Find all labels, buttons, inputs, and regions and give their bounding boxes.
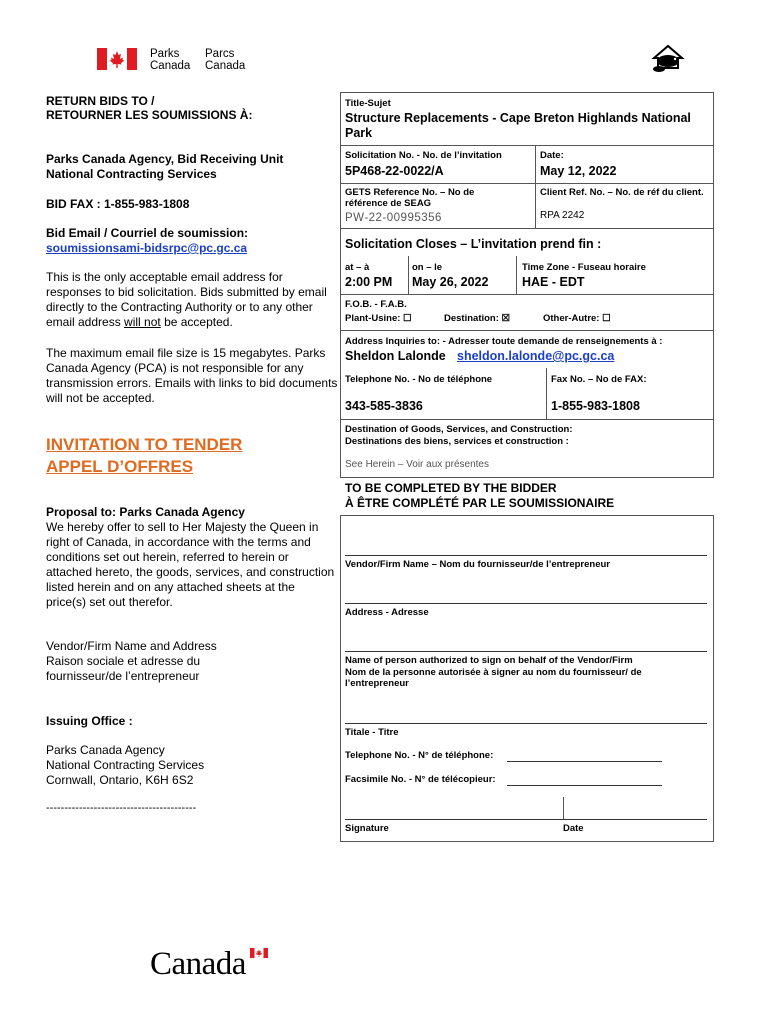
on-label: on – le	[412, 262, 443, 273]
issuing-line2: National Contracting Services	[46, 758, 205, 772]
vendor-address-line1: Vendor/Firm Name and Address	[46, 639, 217, 653]
fob-label: F.O.B. - F.A.B.	[345, 299, 407, 310]
address-label: Address - Adresse	[345, 607, 429, 618]
return-bids-line2: RETOURNER LES SOUMISSIONS À:	[46, 108, 253, 122]
fax-fill-field[interactable]	[507, 785, 662, 786]
destination-line1: Destination of Goods, Services, and Construction:	[345, 424, 573, 435]
parks-fr-line2: Canada	[205, 60, 246, 72]
authorized-name-field[interactable]	[345, 651, 707, 652]
signature-label: Signature	[345, 823, 389, 834]
client-ref-label: Client Ref. No. – No. de réf du client.	[540, 187, 704, 198]
fax-label: Fax No. – No de FAX:	[551, 374, 647, 385]
canada-flag-icon	[97, 48, 137, 70]
invitation-heading-en: INVITATION TO TENDER	[46, 435, 243, 454]
to-be-completed-fr: À ÊTRE COMPLÉTÉ PAR LE SOUMISSIONAIRE	[345, 496, 615, 510]
return-bids-line1: RETURN BIDS TO /	[46, 94, 155, 108]
parks-fr-line1: Parcs	[205, 48, 235, 60]
contact-email-link[interactable]: sheldon.lalonde@pc.gc.ca	[457, 349, 615, 363]
invitation-heading-fr: APPEL D’OFFRES	[46, 457, 194, 476]
bid-email-label: Bid Email / Courriel de soumission:	[46, 226, 249, 240]
fax-value: 1-855-983-1808	[551, 399, 640, 413]
date-signature-label: Date	[563, 823, 584, 834]
dash-separator: -----------------------------------------	[46, 802, 197, 814]
title-value: Structure Replacements - Cape Breton Highlands National Park	[345, 111, 691, 140]
contact-name: Sheldon Lalonde	[345, 349, 446, 363]
gets-value: PW-22-00995356	[345, 212, 442, 224]
vendor-name-field[interactable]	[345, 555, 707, 556]
gets-label: GETS Reference No. – No de référence de SEAG	[345, 187, 475, 209]
vendor-address-line2: Raison sociale et adresse du	[46, 654, 201, 668]
telephone-label: Telephone No. - No de téléphone	[345, 374, 493, 385]
will-not-emphasis: will not	[124, 315, 161, 329]
wordmark-flag-icon	[250, 948, 268, 958]
at-label: at – à	[345, 262, 370, 273]
at-value: 2:00 PM	[345, 275, 393, 289]
see-herein: See Herein – Voir aux présentes	[345, 459, 489, 470]
proposal-to: Proposal to: Parks Canada Agency	[46, 505, 245, 519]
issuing-office-heading: Issuing Office :	[46, 714, 133, 728]
telephone-fill-label: Telephone No. - N° de téléphone:	[345, 750, 494, 761]
title-field[interactable]	[345, 723, 707, 724]
parks-en-line2: Canada	[150, 60, 191, 72]
parks-en-line1: Parks	[150, 48, 180, 60]
bid-email-link[interactable]: soumissionsami-bidsrpc@pc.gc.ca	[46, 241, 248, 255]
client-ref-value: RPA 2242	[540, 210, 585, 221]
issuing-line3: Cornwall, Ontario, K6H 6S2	[46, 773, 194, 787]
authorized-line2: Nom de la personne autorisée à signer au nom du fournisseur/ de l’entrepreneur	[345, 666, 642, 689]
timezone-label: Time Zone - Fuseau horaire	[522, 262, 646, 273]
proposal-paragraph: We hereby offer to sell to Her Majesty the Queen in right of Canada, in accordance with the terms and conditions set out herein, referred to herein or attached hereto, the goods, services, and construction listed herein and on any attached sheets at the price(s) set out therefor.	[46, 520, 335, 609]
issuing-line1: Parks Canada Agency	[46, 743, 165, 757]
date-label: Date:	[540, 150, 564, 161]
agency-line1: Parks Canada Agency, Bid Receiving Unit	[46, 152, 284, 166]
canada-wordmark	[150, 944, 275, 984]
telephone-fill-field[interactable]	[507, 761, 662, 762]
solicitation-value: 5P468-22-0022/A	[345, 164, 444, 178]
title-titre-label: Titale - Titre	[345, 727, 399, 738]
plant-checkbox[interactable]: Plant-Usine: ☐	[345, 313, 412, 324]
only-email-paragraph: This is the only acceptable email address for responses to bid solicitation. Bids submitted by email directly to the Contracting Authority or to any other email address will not be accepted.	[46, 270, 327, 329]
signature-field[interactable]	[345, 819, 707, 820]
to-be-completed-en: TO BE COMPLETED BY THE BIDDER	[345, 481, 557, 495]
address-field[interactable]	[345, 603, 707, 604]
vendor-name-label: Vendor/Firm Name – Nom du fournisseur/de l’entrepreneur	[345, 559, 611, 570]
date-value: May 12, 2022	[540, 164, 617, 178]
parks-canada-logo	[97, 48, 247, 72]
max-size-paragraph: The maximum email file size is 15 megabytes. Parks Canada Agency (PCA) is not responsible for any transmission errors. Emails with links to bid documents will not be accepted.	[46, 346, 338, 405]
canada-wordmark-text: Canada	[150, 946, 246, 982]
vendor-address-line3: fournisseur/de l’entrepreneur	[46, 669, 200, 683]
fax-fill-label: Facsimile No. - N° de télécopieur:	[345, 774, 496, 785]
authorized-line1: Name of person authorized to sign on behalf of the Vendor/Firm	[345, 655, 633, 666]
destination-line2: Destinations des biens, services et construction :	[345, 436, 569, 447]
inquiries-label: Address Inquiries to: - Adresser toute demande de renseignements à :	[345, 336, 663, 347]
title-label: Title-Sujet	[345, 98, 391, 109]
telephone-value: 343-585-3836	[345, 399, 423, 413]
beaver-emblem-icon	[650, 44, 686, 74]
other-checkbox[interactable]: Other-Autre: ☐	[543, 313, 611, 324]
solicitation-label: Solicitation No. - No. de l’invitation	[345, 150, 502, 161]
timezone-value: HAE - EDT	[522, 275, 585, 289]
closes-heading: Solicitation Closes – L’invitation prend fin :	[345, 237, 602, 251]
destination-checkbox[interactable]: Destination: ☒	[444, 313, 511, 324]
on-value: May 26, 2022	[412, 275, 489, 289]
bid-fax: BID FAX : 1-855-983-1808	[46, 197, 190, 211]
agency-line2: National Contracting Services	[46, 167, 217, 181]
